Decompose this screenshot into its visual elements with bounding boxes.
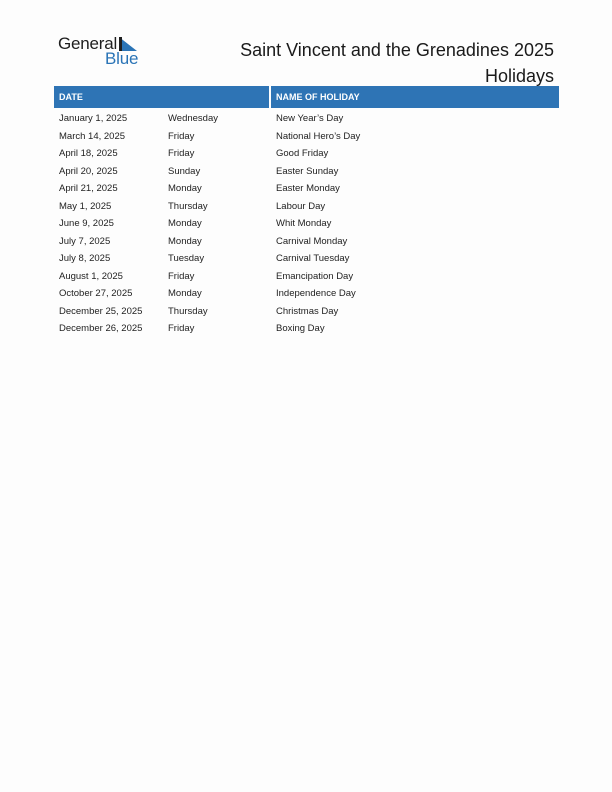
holiday-date: July 7, 2025 (59, 235, 111, 247)
holiday-weekday: Wednesday (168, 113, 218, 124)
table-row (54, 110, 559, 128)
holiday-date: October 27, 2025 (59, 288, 133, 299)
holiday-name: Christmas Day (276, 305, 339, 317)
holiday-weekday: Friday (168, 323, 195, 334)
holiday-name: Carnival Monday (276, 235, 348, 247)
holiday-weekday: Monday (168, 218, 202, 229)
page-title-line1: Saint Vincent and the Grenadines 2025 (240, 40, 554, 60)
holiday-date: December 26, 2025 (59, 323, 143, 334)
holiday-weekday: Sunday (168, 165, 201, 177)
holiday-date: August 1, 2025 (59, 270, 123, 282)
holiday-weekday: Friday (168, 148, 195, 159)
table-row (54, 198, 559, 216)
holiday-weekday: Thursday (168, 200, 208, 212)
table-row (54, 145, 559, 163)
holiday-weekday: Monday (168, 288, 202, 299)
logo-text-general: General (58, 34, 118, 53)
holiday-name: Independence Day (276, 288, 356, 299)
logo-text-blue: Blue (105, 49, 139, 68)
holiday-name: Labour Day (276, 200, 326, 212)
holiday-name: Good Friday (276, 148, 329, 159)
table-row (54, 163, 559, 181)
holiday-name: Emancipation Day (276, 270, 354, 282)
holiday-table (54, 86, 559, 338)
table-row (54, 285, 559, 303)
page-title-line2: Holidays (484, 66, 554, 86)
table-row (54, 320, 559, 338)
holiday-date: July 8, 2025 (59, 253, 111, 264)
holiday-date: June 9, 2025 (59, 218, 114, 229)
holiday-weekday: Tuesday (168, 253, 205, 264)
table-row (54, 215, 559, 233)
table-row (54, 180, 559, 198)
header-date: DATE (54, 86, 269, 108)
table-row (54, 268, 559, 286)
table-row (54, 303, 559, 321)
holiday-name: Easter Sunday (276, 165, 339, 177)
holiday-date: April 18, 2025 (59, 148, 118, 159)
holiday-date: January 1, 2025 (59, 113, 128, 124)
holiday-date: March 14, 2025 (59, 130, 126, 142)
table-header (54, 86, 559, 108)
table-row (54, 128, 559, 146)
table-row (54, 250, 559, 268)
holiday-name: National Hero’s Day (276, 130, 361, 142)
holiday-name: Easter Monday (276, 183, 340, 194)
holiday-date: April 21, 2025 (59, 183, 118, 194)
holiday-name: New Year’s Day (276, 113, 344, 124)
header-holiday-name: NAME OF HOLIDAY (271, 86, 559, 108)
holiday-date: April 20, 2025 (59, 165, 118, 177)
holiday-weekday: Monday (168, 183, 202, 194)
holiday-weekday: Friday (168, 270, 195, 282)
holiday-weekday: Friday (168, 130, 195, 142)
holiday-name: Boxing Day (276, 323, 325, 334)
holiday-weekday: Monday (168, 235, 202, 247)
holiday-date: May 1, 2025 (59, 200, 112, 212)
table-row (54, 233, 559, 251)
holiday-name: Whit Monday (276, 218, 332, 229)
page-title (194, 37, 554, 89)
holiday-name: Carnival Tuesday (276, 253, 350, 264)
generalblue-logo (58, 34, 158, 70)
holiday-weekday: Thursday (168, 305, 208, 317)
holiday-date: December 25, 2025 (59, 305, 143, 317)
table-body (54, 108, 559, 338)
